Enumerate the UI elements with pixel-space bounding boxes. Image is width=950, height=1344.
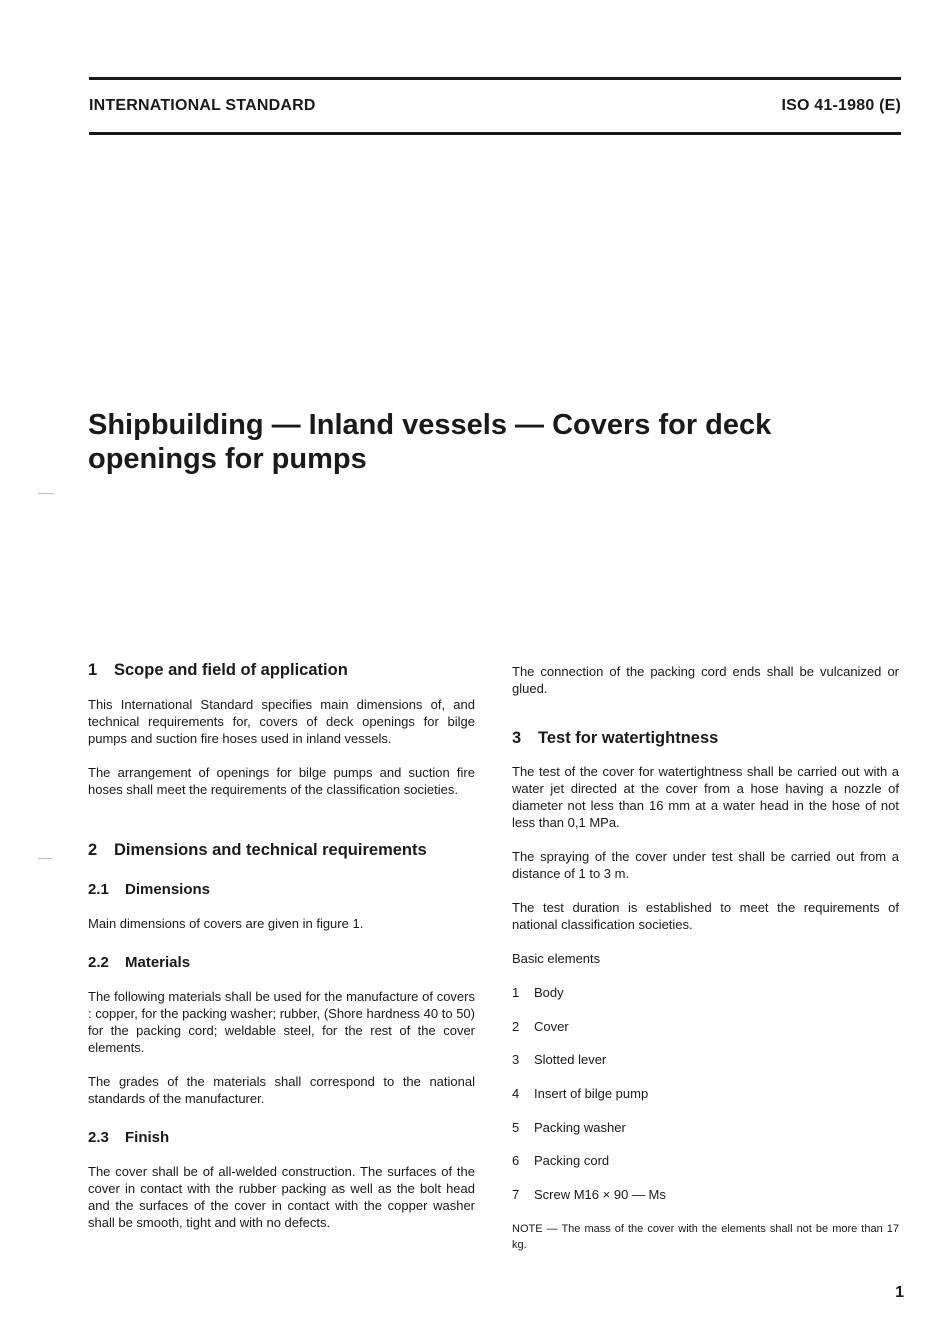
section-number: 1 xyxy=(88,661,98,679)
list-item xyxy=(512,1119,899,1136)
item-label: Cover xyxy=(534,1018,569,1034)
section-number: 3 xyxy=(512,729,522,747)
subsection-2-1-heading xyxy=(88,881,475,899)
subsection-number: 2.3 xyxy=(88,1129,109,1146)
list-item xyxy=(512,984,899,1001)
subsection-number: 2.1 xyxy=(88,881,109,898)
item-label: Body xyxy=(534,985,564,1000)
item-number: 1 xyxy=(512,985,520,1000)
subsection-number: 2.2 xyxy=(88,954,109,971)
subsection-2-3-heading xyxy=(88,1129,475,1147)
paragraph: The test duration is established to meet the requirements of national classification societies. xyxy=(512,900,899,932)
scan-mark xyxy=(38,858,52,859)
list-item xyxy=(512,1018,899,1035)
list-item xyxy=(512,1152,899,1169)
standard-number: ISO 41-1980 (E) xyxy=(781,97,901,114)
header-bottom-rule xyxy=(89,132,901,135)
paragraph: The grades of the materials shall correspond to the national standards of the manufacturer. xyxy=(88,1074,475,1106)
paragraph: The spraying of the cover under test shall be carried out from a distance of 1 to 3 m. xyxy=(512,849,899,881)
section-1-heading xyxy=(88,660,475,680)
note: NOTE — The mass of the cover with the elements shall not be more than 17 kg. xyxy=(512,1223,899,1252)
subsection-title: Dimensions xyxy=(125,881,211,898)
scan-mark xyxy=(38,493,54,494)
header-top-rule xyxy=(89,77,901,80)
item-number: 3 xyxy=(512,1052,520,1068)
paragraph: This International Standard specifies main dimensions of, and technical requirements for, covers of deck openings for bilge pumps and suction fire hoses used in inland vessels. xyxy=(88,697,475,746)
list-item xyxy=(512,1085,899,1102)
page-number: 1 xyxy=(895,1284,904,1301)
item-label: Insert of bilge pump xyxy=(534,1086,649,1102)
right-column xyxy=(512,660,899,1253)
document-title: Shipbuilding — Inland vessels — Covers for deck openings for pumps xyxy=(88,409,772,475)
section-title: Test for watertightness xyxy=(538,729,719,747)
item-number: 7 xyxy=(512,1187,520,1203)
list-item xyxy=(512,1051,899,1068)
paragraph: The test of the cover for watertightness shall be carried out with a water jet directed at the cover from a hose having a nozzle of diameter not less than 16 mm at a water head in the hose of not less than 0,1 MPa. xyxy=(512,764,899,830)
section-title: Dimensions and technical requirements xyxy=(114,841,427,859)
section-title: Scope and field of application xyxy=(114,661,348,679)
paragraph: The arrangement of openings for bilge pumps and suction fire hoses shall meet the requirements of the classification societies. xyxy=(88,765,475,797)
subsection-2-2-heading xyxy=(88,954,475,972)
subsection-title: Materials xyxy=(125,954,191,971)
item-number: 4 xyxy=(512,1086,520,1102)
basic-elements-list xyxy=(512,984,899,1203)
item-number: 5 xyxy=(512,1119,520,1135)
paragraph: The following materials shall be used for the manufacture of covers : copper, for the packing washer; rubber, (Shore hardness 40 to 50) for the packing cord; weldable steel, for the rest of the cover elements. xyxy=(88,989,475,1055)
document-type: INTERNATIONAL STANDARD xyxy=(89,97,316,114)
section-3-heading xyxy=(512,728,899,748)
section-2-heading xyxy=(88,840,475,860)
section-number: 2 xyxy=(88,841,98,859)
item-label: Packing cord xyxy=(534,1153,610,1169)
left-column xyxy=(88,660,475,1231)
paragraph: Main dimensions of covers are given in figure 1. xyxy=(88,916,364,931)
paragraph: The cover shall be of all-welded construction. The surfaces of the cover in contact with the rubber packing as well as the bolt head and the surfaces of the cover in contact with the copper washer shall be smooth, tight and with no defects. xyxy=(88,1164,475,1230)
item-label: Packing washer xyxy=(534,1119,626,1135)
item-number: 6 xyxy=(512,1153,520,1169)
item-label: Slotted lever xyxy=(534,1052,607,1068)
item-label: Screw M16 × 90 — Ms xyxy=(534,1187,666,1203)
paragraph: The connection of the packing cord ends shall be vulcanized or glued. xyxy=(512,664,899,696)
subsection-title: Finish xyxy=(125,1129,170,1146)
basic-elements-heading: Basic elements xyxy=(512,951,601,966)
list-item xyxy=(512,1186,899,1203)
item-number: 2 xyxy=(512,1018,520,1034)
